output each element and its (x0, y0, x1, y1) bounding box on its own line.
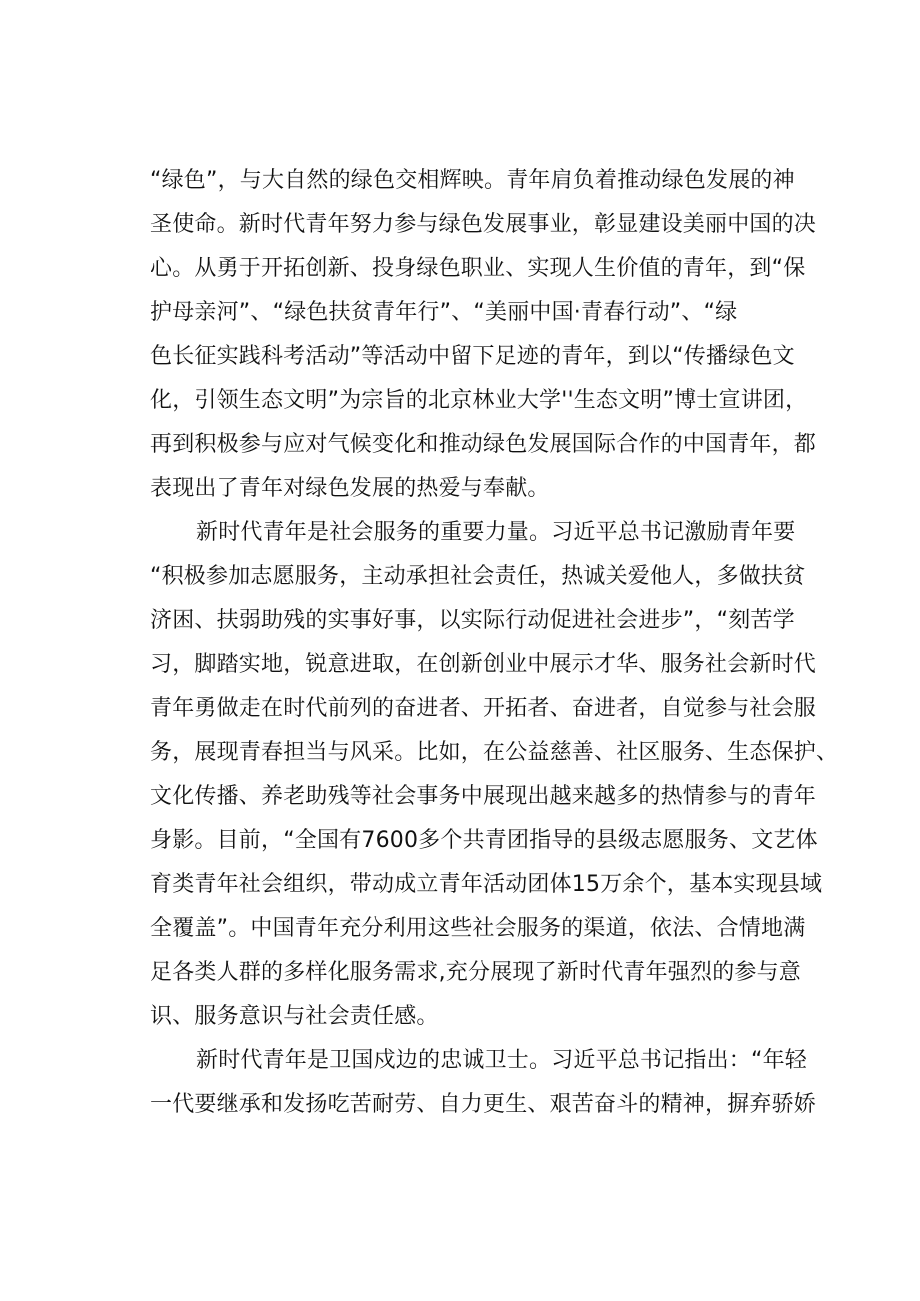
paragraph-line: 身影。目前，“全国有7600多个共青团指导的县级志愿服务、文艺体 (150, 828, 818, 853)
paragraph-first-line: 新时代青年是社会服务的重要力量。习近平总书记激励青年要 (196, 520, 796, 545)
paragraph-line: 育类青年社会组织，带动成立青年活动团体15万余个，基本实现县域 (150, 872, 823, 897)
paragraph-line: 识、服务意识与社会责任感。 (150, 1004, 439, 1029)
paragraph-line: 色长征实践科考活动”等活动中留下足迹的青年，到以“传播绿色文 (150, 344, 795, 369)
paragraph-line: 青年勇做走在时代前列的奋进者、开拓者、奋进者，自觉参与社会服 (150, 696, 817, 721)
paragraph-line: 文化传播、养老助残等社会事务中展现出越来越多的热情参与的青年 (150, 784, 817, 809)
paragraph-line: 一代要继承和发扬吃苦耐劳、自力更生、艰苦奋斗的精神，摒弃骄娇 (150, 1092, 817, 1117)
paragraph-line: “绿色”，与大自然的绿色交相辉映。青年肩负着推动绿色发展的神 (150, 168, 795, 193)
paragraph-line: 足各类人群的多样化服务需求,充分展现了新时代青年强烈的参与意 (150, 960, 801, 985)
paragraph-line: 济困、扶弱助残的实事好事，以实际行动促进社会进步”，“刻苦学 (150, 608, 795, 633)
paragraph-line: “积极参加志愿服务，主动承担社会责任，热诚关爱他人，多做扶贫 (150, 564, 806, 589)
paragraph-line: 心。从勇于开拓创新、投身绿色职业、实现人生价值的青年，到“保 (150, 256, 806, 281)
paragraph-line: 护母亲河”、“绿色扶贫青年行”、“美丽中国·青春行动”、“绿 (150, 300, 738, 325)
paragraph-line: 表现出了青年对绿色发展的热爱与奉献。 (150, 476, 550, 501)
paragraph-line: 习，脚踏实地，锐意进取，在创新创业中展示才华、服务社会新时代 (150, 652, 817, 677)
paragraph-line: 再到积极参与应对气候变化和推动绿色发展国际合作的中国青年，都 (150, 432, 817, 457)
paragraph-first-line: 新时代青年是卫国戍边的忠诚卫士。习近平总书记指出：“年轻 (196, 1048, 807, 1073)
paragraph-line: 圣使命。新时代青年努力参与绿色发展事业，彰显建设美丽中国的决 (150, 212, 817, 237)
paragraph-line: 全覆盖”。中国青年充分利用这些社会服务的渠道，依法、合情地满 (150, 916, 806, 941)
paragraph-line: 务，展现青春担当与风采。比如，在公益慈善、社区服务、生态保护、 (150, 740, 839, 765)
paragraph-line: 化，引领生态文明”为宗旨的北京林业大学''生态文明”博士宣讲团， (150, 388, 808, 413)
